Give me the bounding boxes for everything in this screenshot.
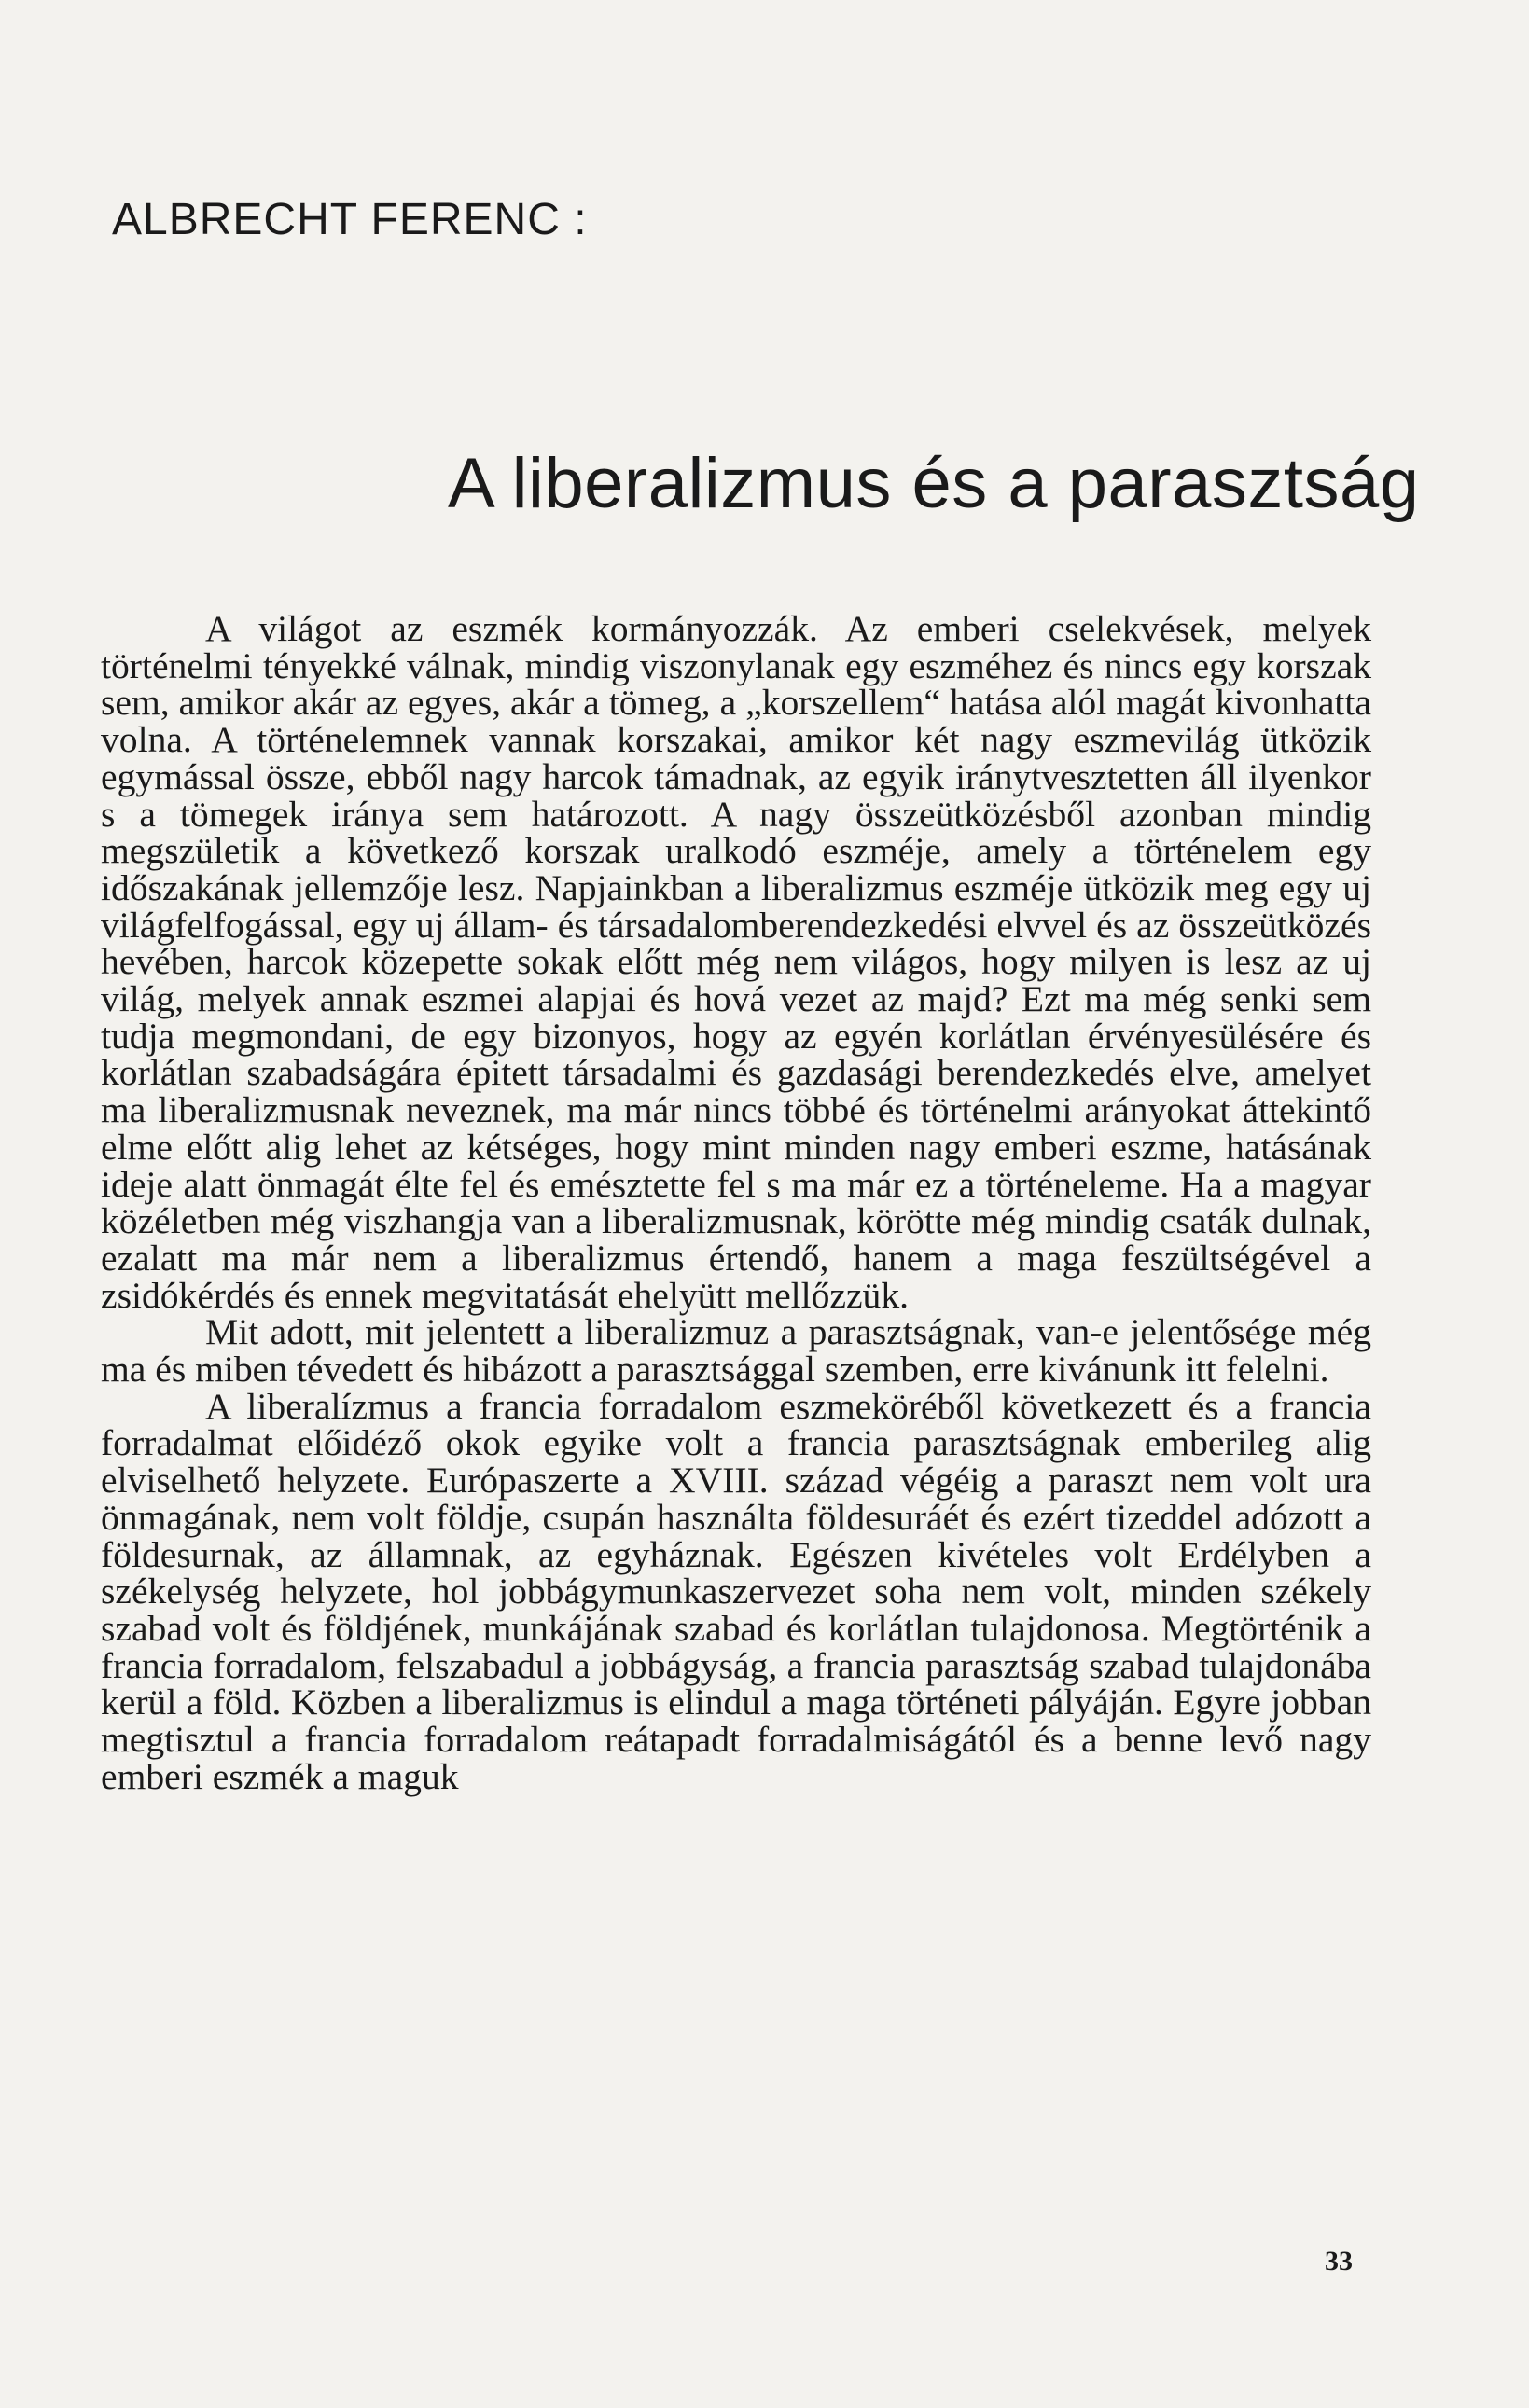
paragraph-3: A liberalízmus a francia forradalom eszmeköréből következett és a francia forradalmat előidéző okok egyike volt a francia parasztságnak emberileg alig elviselhető helyzete. Európaszerte a XVIII. század végéig a paraszt nem volt ura önmagának, nem volt földje, csupán használta földesuráét és ezért tizeddel adózott a földesurnak, az államnak, az egyháznak. Egészen kivételes volt Erdélyben a székelység helyzete, hol jobbágymunkaszervezet soha nem volt, minden székely szabad volt és földjének, munkájának szabad és korlátlan tulajdonosa. Megtörténik a francia forradalom, felszabadul a jobbágyság, a francia parasztság szabad tulajdonába kerül a föld. Közben a liberalizmus is elindul a maga történeti pályáján. Egyre jobban megtisztul a francia forradalom reátapadt forradalmiságától és a benne levő nagy emberi eszmék a maguk (101, 1385, 1371, 1797)
author-heading: ALBRECHT FERENC : (112, 195, 588, 244)
paragraph-1: A világot az eszmék kormányozzák. Az emberi cselekvések, melyek történelmi tényekké válnak, mindig viszonylanak egy eszméhez és nincs egy korszak sem, amikor akár az egyes, akár a tömeg, a „korszellem“ hatása alól magát kivonhatta volna. A történelemnek vannak korszakai, amikor két nagy eszmevilág ütközik egymással össze, ebből nagy harcok támadnak, az egyik iránytvesztetten áll ilyenkor s a tömegek iránya sem határozott. A nagy összeütközésből azonban mindig megszületik a következő korszak uralkodó eszméje, amely a történelem egy időszakának jellemzője lesz. Napjainkban a liberalizmus eszméje ütközik meg egy uj világfelfogással, egy uj állam- és társadalomberendezkedési elvvel és az összeütközés hevében, harcok közepette sokak előtt még nem világos, hogy milyen is lesz az uj világ, melyek annak eszmei alapjai és hová vezet az majd? Ezt ma még senki sem tudja megmondani, de egy bizonyos, hogy az egyén korlátlan érvényesülésére és korlátlan szabadságára épitett társadalmi és gazdasági berendezkedés elve, amelyet ma liberalizmusnak neveznek, ma már nincs többé és történelmi arányokat áttekintő elme előtt alig lehet az kétséges, hogy mint minden nagy emberi eszme, hatásának ideje alatt önmagát élte fel és emésztette fel s ma már ez a történeleme. Ha a magyar közéletben még viszhangja van a liberalizmusnak, körötte még mindig csaták dulnak, ezalatt ma már nem a liberalizmus értendő, hanem a maga feszültségével a zsidókérdés és ennek megvitatását ehelyütt mellőzzük. (101, 608, 1371, 1316)
article-title: A liberalizmus és a parasztság (448, 444, 1420, 523)
article-body (101, 608, 1371, 1797)
page-number: 33 (1325, 2246, 1353, 2277)
paragraph-2: Mit adott, mit jelentett a liberalizmuz a parasztságnak, van-e jelentősége még ma és miben tévedett és hibázott a parasztsággal szemben, erre kivánunk itt felelni. (101, 1311, 1371, 1391)
